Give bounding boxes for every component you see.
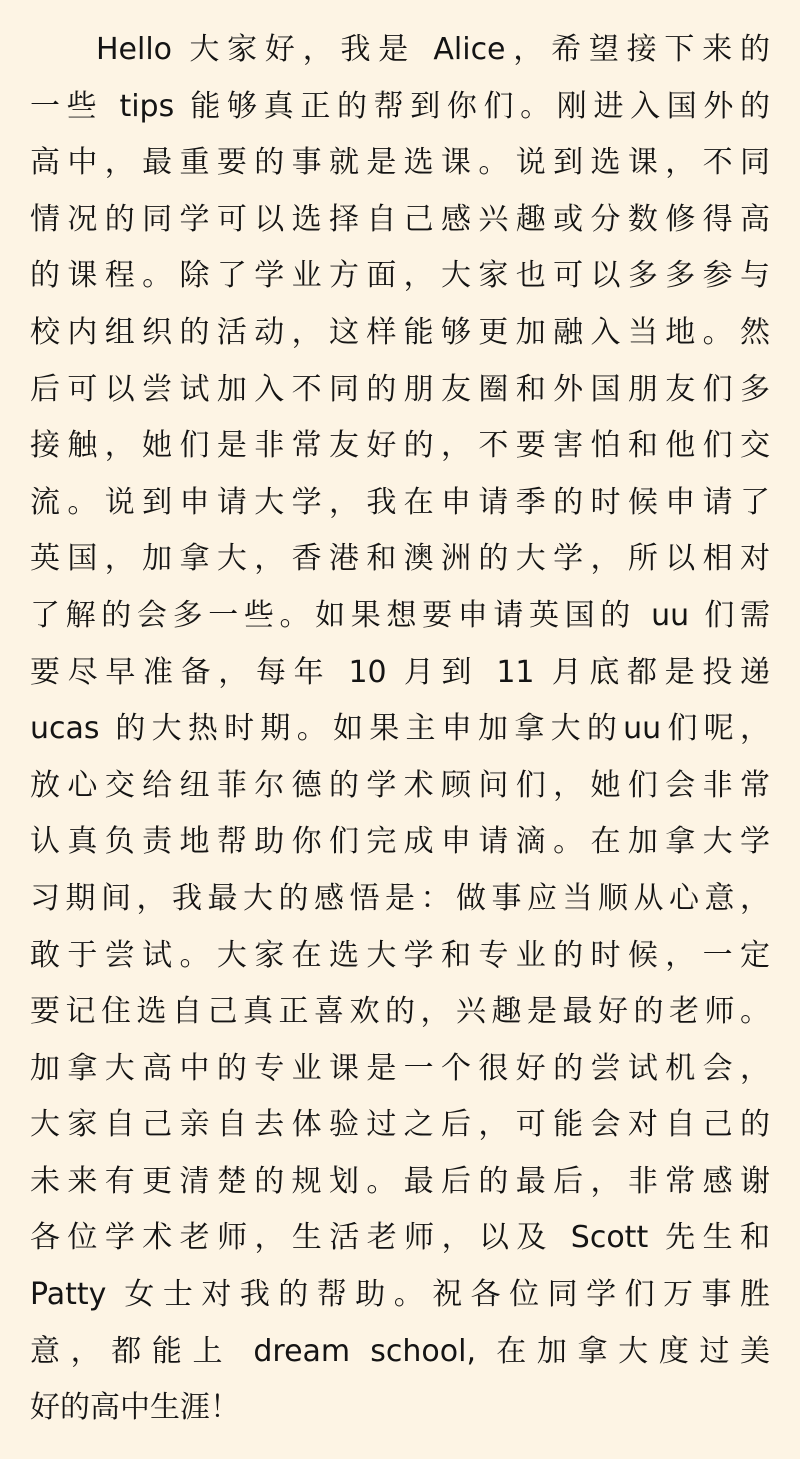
paragraph-line: 认真负责地帮助你们完成申请滴。在加拿大学 — [30, 824, 770, 860]
paragraph-line: 了解的会多一些。如果想要申请英国的 uu 们需 — [30, 597, 770, 633]
paragraph-line: 意，都能上 dream school, 在加拿大度过美 — [30, 1333, 770, 1369]
paragraph-line: 英国，加拿大，香港和澳洲的大学，所以相对 — [30, 541, 770, 577]
paragraph-line: 接触，她们是非常友好的，不要害怕和他们交 — [30, 428, 770, 464]
paragraph-line: 要记住选自己真正喜欢的，兴趣是最好的老师。 — [30, 994, 770, 1030]
paragraph-line: ucas 的大热时期。如果主申加拿大的uu们呢， — [30, 711, 770, 747]
paragraph-line: 的课程。除了学业方面，大家也可以多多参与 — [30, 258, 770, 294]
paragraph-line: 流。说到申请大学，我在申请季的时候申请了 — [30, 484, 770, 520]
paragraph-line: 高中，最重要的事就是选课。说到选课，不同 — [30, 145, 770, 181]
paragraph-line: 好的高中生涯！ — [30, 1390, 240, 1426]
paragraph-line: 未来有更清楚的规划。最后的最后，非常感谢 — [30, 1163, 770, 1199]
paragraph-line: Patty 女士对我的帮助。祝各位同学们万事胜 — [30, 1277, 770, 1313]
paragraph-line: 后可以尝试加入不同的朋友圈和外国朋友们多 — [30, 371, 770, 407]
paragraph-line: 放心交给纽菲尔德的学术顾问们，她们会非常 — [30, 767, 770, 803]
paragraph-line: 大家自己亲自去体验过之后，可能会对自己的 — [30, 1107, 770, 1143]
paragraph-line: 各位学术老师，生活老师，以及 Scott 先生和 — [30, 1220, 770, 1256]
paragraph-line: 加拿大高中的专业课是一个很好的尝试机会， — [30, 1050, 770, 1086]
paragraph-line: 一些 tips 能够真正的帮到你们。刚进入国外的 — [30, 88, 770, 124]
paragraph-line: 要尽早准备，每年 10 月到 11 月底都是投递 — [30, 654, 770, 690]
paragraph-line: 习期间，我最大的感悟是：做事应当顺从心意， — [30, 880, 770, 916]
paragraph-line: 敢于尝试。大家在选大学和专业的时候，一定 — [30, 937, 770, 973]
paragraph-line: 校内组织的活动，这样能够更加融入当地。然 — [30, 314, 770, 350]
paragraph-line: 情况的同学可以选择自己感兴趣或分数修得高 — [30, 201, 770, 237]
paragraph-line: Hello 大家好，我是 Alice，希望接下来的 — [96, 32, 770, 67]
